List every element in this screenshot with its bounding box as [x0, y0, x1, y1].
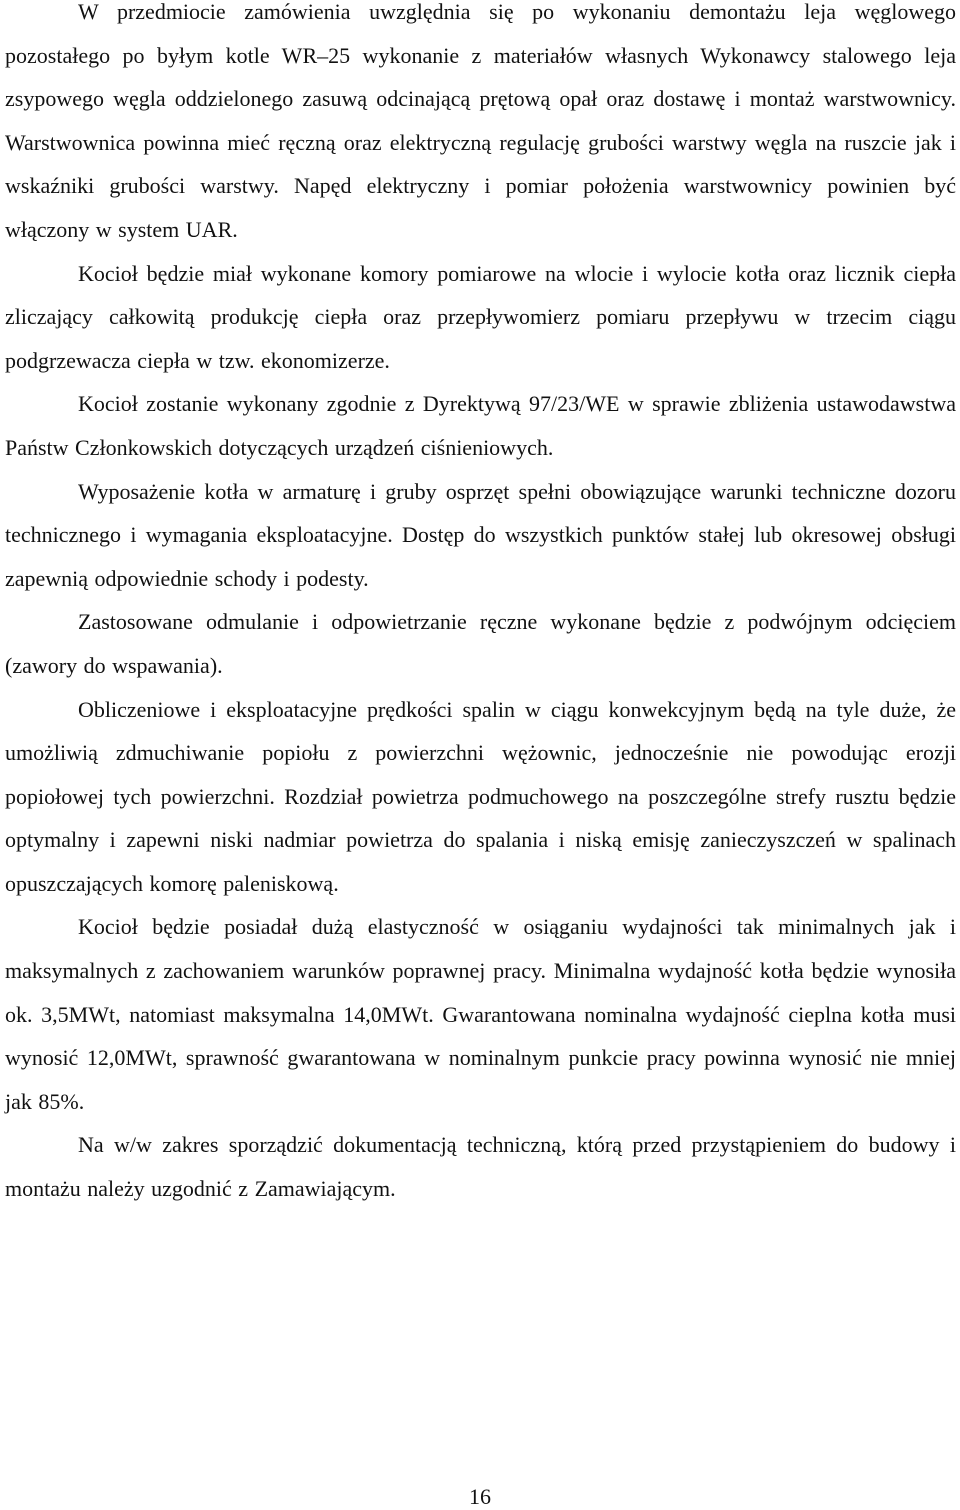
- paragraph-boiler-capacity: Kocioł będzie posiadał dużą elastyczność w osiąganiu wydajności tak minimalnych jak i maksymalnych z zachowaniem warunków poprawnej pracy. Minimalna wydajność kotła będzie wynosiła ok. 3,5MWt, natomiast maksymalna 14,0MWt. Gwarantowana nominalna wydajność cieplna kotła musi wynosić 12,0MWt, sprawność gwarantowana w nominalnym punkcie pracy powinna wynosić nie mniej jak 85%.: [5, 914, 956, 1114]
- paragraph-flue-gas-velocity: Obliczeniowe i eksploatacyjne prędkości spalin w ciągu konwekcyjnym będą na tyle duże, że umożliwią zdmuchiwanie popiołu z powierzchni wężownic, jednocześnie nie powodując erozji popiołowej tych powierzchni. Rozdział powietrza podmuchowego na poszczególne strefy rusztu będzie optymalny i zapewni niski nadmiar powietrza do spalania i niską emisję zanieczyszczeń w spalinach opuszczających komorę paleniskową.: [5, 696, 956, 896]
- paragraph-measurement-chambers: Kocioł będzie miał wykonane komory pomiarowe na wlocie i wylocie kotła oraz licznik ciepła zliczający całkowitą produkcję ciepła oraz przepływomierz pomiaru przepływu w trzecim ciągu podgrzewacza ciepła w tzw. ekonomizerze.: [5, 260, 956, 373]
- document-page: [5, 0, 956, 1211]
- paragraph-coal-hopper: W przedmiocie zamówienia uwzględnia się po wykonaniu demontażu leja węglowego pozostałego po byłym kotle WR–25 wykonanie z materiałów własnych Wykonawcy stalowego leja zsypowego węgla oddzielonego zasuwą odcinającą prętową opał oraz dostawę i montaż warstwownicy. Warstwownica powinna mieć ręczną oraz elektryczną regulację grubości warstwy węgla na ruszcie jak i wskaźniki grubości warstwy. Napęd elektryczny i pomiar położenia warstwownicy powinien być włączony w system UAR.: [5, 0, 956, 242]
- paragraph-directive: Kocioł zostanie wykonany zgodnie z Dyrektywą 97/23/WE w sprawie zbliżenia ustawodawstwa Państw Członkowskich dotyczących urządzeń ciśnieniowych.: [5, 391, 956, 460]
- paragraph-documentation: Na w/w zakres sporządzić dokumentacją techniczną, którą przed przystąpieniem do budowy i montażu należy uzgodnić z Zamawiającym.: [5, 1132, 956, 1202]
- paragraph-fittings: Wyposażenie kotła w armaturę i gruby osprzęt spełni obowiązujące warunki techniczne dozoru technicznego i wymagania eksploatacyjne. Dostęp do wszystkich punktów stałej lub okresowej obsługi zapewnią odpowiednie schody i podesty.: [5, 478, 956, 591]
- paragraph-desludging: Zastosowane odmulanie i odpowietrzanie ręczne wykonane będzie z podwójnym odcięciem (zawory do wspawania).: [5, 609, 956, 678]
- page-number: 16: [469, 1484, 491, 1509]
